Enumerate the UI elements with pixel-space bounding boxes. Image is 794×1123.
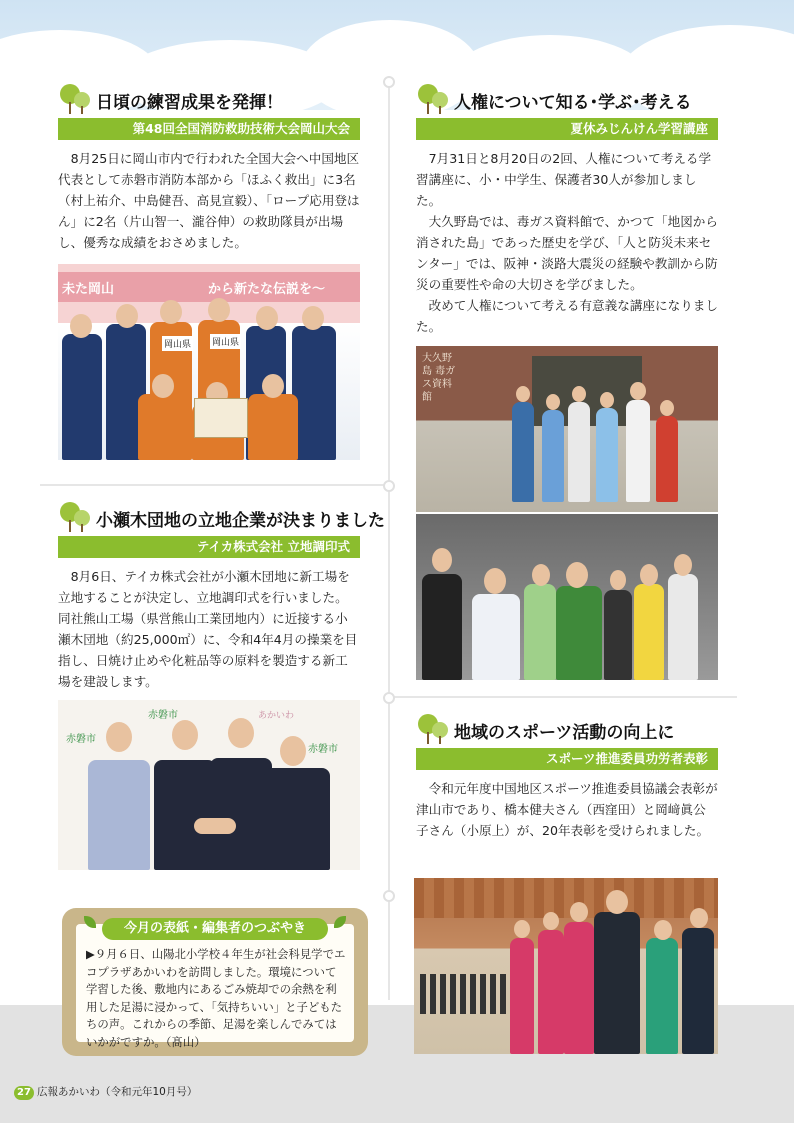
section-subtitle: スポーツ推進委員功労者表彰 (416, 748, 718, 770)
backdrop-hiragana: あかいわ (258, 711, 295, 721)
paragraph: 大久野島では、毒ガス資料館で、かつて「地図から消された島」であった歴史を学び、「人と防災未来センター」では、阪神・淡路大震災の経験や教訓から防災の重要性や命の大切さを学びました。 (416, 214, 718, 292)
divider-node (383, 76, 395, 88)
backdrop-logo: 赤磐市 (148, 710, 178, 721)
team-board-1: 岡山県 (162, 336, 193, 351)
section-sports (416, 712, 718, 841)
section-title: 小瀬木団地の立地企業が決まりました (96, 511, 385, 531)
tree-icon (58, 82, 94, 116)
banner-text-left: 未た岡山 (62, 282, 115, 297)
signing-ceremony-photo (58, 700, 360, 870)
row-divider (392, 696, 737, 698)
editor-note-box (62, 908, 368, 1056)
team-board-2: 岡山県 (210, 334, 241, 349)
award-certificate (194, 398, 248, 438)
section-subtitle: 夏休みじんけん学習講座 (416, 118, 718, 140)
section-headline (58, 500, 385, 536)
section-title: 人権について知る･学ぶ･考える (454, 93, 692, 113)
column-divider (388, 80, 390, 1000)
museum-sign: 大久野島 毒ガス資料館 (422, 353, 456, 403)
section-body: 8月25日に岡山市内で行われた全国大会へ中国地区代表として赤磐市消防本部から「ほふく救出」に3名（村上祐介、中島健吾、高見宣毅）、「ロープ応用登はん」に2名（片山智一、瀧谷伸）の救助隊員が出場し、優秀な成績をおさめました。 (58, 151, 360, 250)
section-subtitle: 第48回全国消防救助技術大会岡山大会 (58, 118, 360, 140)
museum-group-photo (416, 346, 718, 512)
audience (420, 974, 506, 1014)
publication-label: 広報あかいわ（令和元年10月号） (37, 1086, 198, 1098)
divider-node (383, 692, 395, 704)
divider-node (383, 890, 395, 902)
backdrop-logo: 赤磐市 (308, 744, 338, 755)
tree-icon (416, 82, 452, 116)
editor-note-inner (76, 924, 354, 1049)
section-factory (58, 500, 385, 692)
handshake (194, 818, 236, 834)
tree-icon (58, 500, 94, 534)
section-title: 日頃の練習成果を発揮！ (96, 93, 283, 113)
section-subtitle: テイカ株式会社 立地調印式 (58, 536, 360, 558)
section-headline (58, 82, 360, 118)
page-number: 27 (14, 1086, 34, 1100)
banner-text-right: から新たな伝説を～ (208, 282, 326, 297)
section-headline (416, 712, 718, 748)
paragraph: 7月31日と8月20日の2回、人権について考える学習講座に、小・中学生、保護者30人が参加しました。 (416, 151, 712, 208)
tree-icon (416, 712, 452, 746)
rescue-team-photo (58, 264, 360, 460)
section-body: 令和元年度中国地区スポーツ推進委員協議会表彰が津山市であり、橋本健夫さん（西窪田）と岡﨑眞公子さん（小原上）が、20年表彰を受けられました。 (416, 781, 718, 838)
editor-note-text: ▶９月６日、山陽北小学校４年生が社会科見学でエコプラザあかいわを訪問しました。環境について学習した後、敷地内にあるごみ焼却での余熱を利用した足湯に浸かって、「気持ちいい」と子どもたちの声。これからの季節、足湯を楽しんでみてはいかがですか。（髙山） (86, 947, 346, 1049)
divider-node (383, 480, 395, 492)
section-human-rights (416, 82, 718, 337)
award-ceremony-photo (414, 878, 718, 1054)
section-body: 8月6日、テイカ株式会社が小瀬木団地に新工場を立地することが決定し、立地調印式を行いました。同社熊山工場（県営熊山工業団地内）に近接する小瀬木団地（約25,000㎡）に、令和4年4月の操業を目指し、日焼け止めや化粧品等の原料を製造する新工場を建設します。 (58, 569, 358, 689)
section-body (416, 148, 718, 337)
paragraph: 改めて人権について考える有意義な講座になりました。 (416, 298, 718, 334)
section-title: 地域のスポーツ活動の向上に (454, 723, 675, 743)
stage-curtain (414, 878, 718, 918)
row-divider (40, 484, 385, 486)
section-training (58, 82, 360, 253)
page-footer (14, 1084, 197, 1100)
disaster-center-group-photo (416, 514, 718, 680)
backdrop-logo: 赤磐市 (66, 734, 96, 745)
section-headline (416, 82, 718, 118)
editor-note-title: 今月の表紙・編集者のつぶやき (102, 918, 328, 940)
